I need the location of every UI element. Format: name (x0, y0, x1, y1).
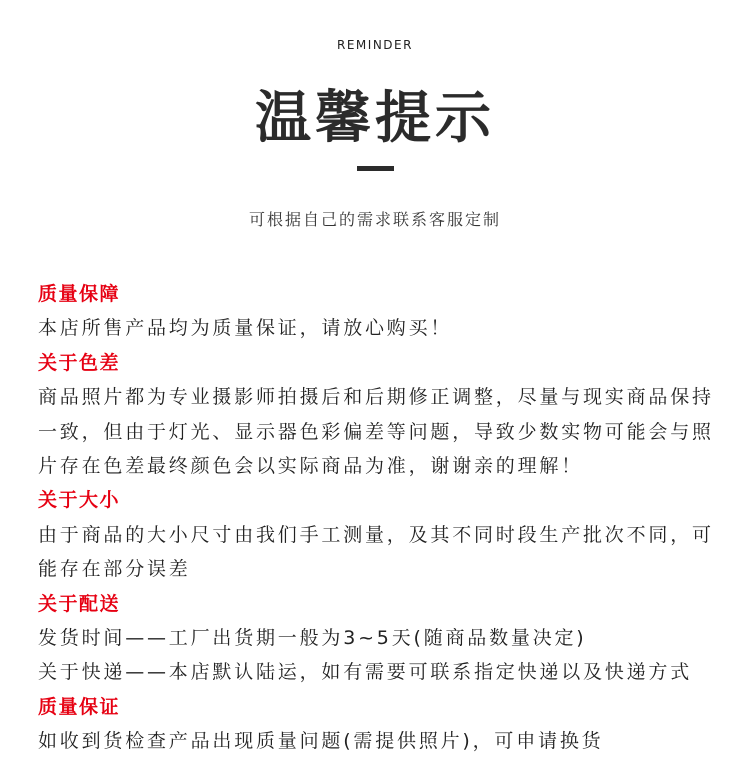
section-text: 如收到货检查产品出现质量问题(需提供照片)，可申请换货 (38, 730, 604, 753)
notice-content (38, 277, 738, 758)
reminder-eyebrow: REMINDER (337, 38, 413, 52)
section-text: 关于快递——本店默认陆运，如有需要可联系指定快递以及快递方式 (38, 661, 693, 684)
page-title: 温馨提示 (255, 86, 495, 151)
title-divider (357, 166, 394, 171)
section-heading-size: 关于大小 (38, 489, 121, 512)
section-heading-quality: 质量保障 (38, 283, 121, 305)
section-text: 能存在部分误差 (38, 558, 191, 581)
section-text: 一致，但由于灯光、显示器色彩偏差等问题，导致少数实物可能会与照 (38, 420, 714, 443)
section-heading-color: 关于色差 (38, 351, 121, 374)
section-text: 发货时间——工厂出货期一般为3~5天(随商品数量决定) (38, 626, 587, 649)
section-text: 由于商品的大小尺寸由我们手工测量，及其不同时段生产批次不同，可 (38, 523, 714, 546)
section-text: 商品照片都为专业摄影师拍摄后和后期修正调整，尽量与现实商品保持 (38, 386, 714, 409)
page-subtitle: 可根据自己的需求联系客服定制 (248, 210, 501, 229)
section-heading-delivery: 关于配送 (38, 592, 121, 615)
section-text: 片存在色差最终颜色会以实际商品为准，谢谢亲的理解！ (38, 454, 584, 477)
section-text: 本店所售产品均为质量保证，请放心购买！ (38, 317, 453, 340)
section-heading-guarantee: 质量保证 (38, 695, 121, 718)
